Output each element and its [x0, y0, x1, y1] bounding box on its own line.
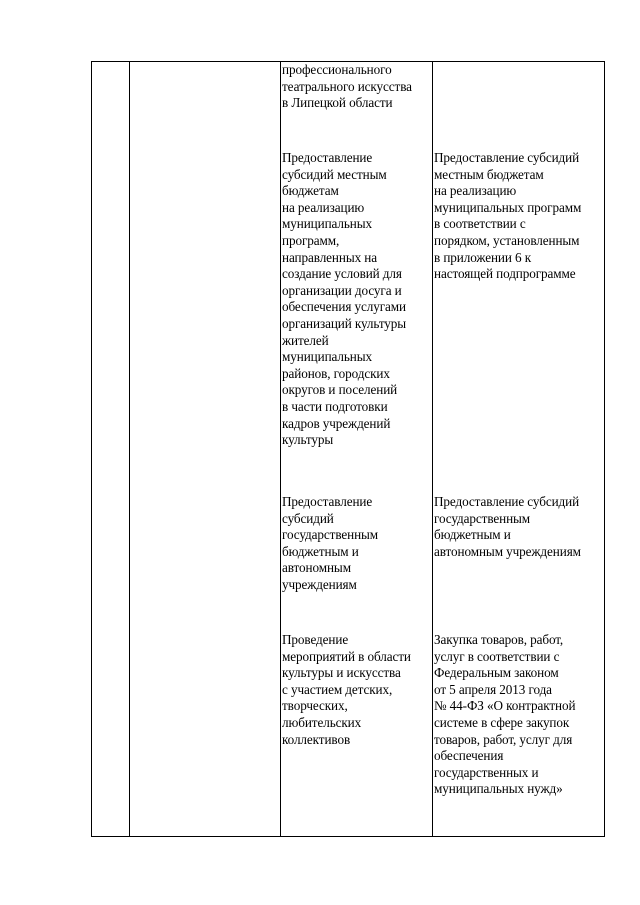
cell-line: культуры и искусства	[282, 665, 401, 681]
cell-line: районов, городских	[282, 365, 390, 381]
cell-line: обеспечения услугами	[282, 299, 406, 315]
cell-line: настоящей подпрограмме	[434, 266, 576, 282]
cell-line: в части подготовки	[282, 398, 388, 414]
cell-line: государственным	[434, 510, 531, 526]
cell-line: на реализацию	[282, 199, 365, 215]
cell-line: Предоставление	[282, 150, 373, 165]
cell-line: в соответствии с	[434, 216, 526, 232]
event-name-cell	[282, 494, 378, 594]
cell-line: культуры	[282, 432, 334, 448]
cell-line: организаций культуры	[282, 315, 407, 331]
cell-line: № 44-ФЗ «О контрактной	[434, 698, 576, 714]
cell-line: коллективов	[282, 731, 351, 747]
cell-line: Предоставление субсидий	[434, 494, 580, 509]
cell-line: Проведение	[282, 632, 349, 647]
cell-line: муниципальных нужд»	[434, 781, 563, 797]
cell-line: бюджетам	[282, 183, 339, 199]
cell-line: товаров, работ, услуг для	[434, 731, 573, 747]
cell-line: любительских	[282, 714, 362, 730]
cell-line: муниципальных	[282, 349, 373, 365]
cell-line: порядком, установленным	[434, 232, 580, 248]
cell-line: от 5 апреля 2013 года	[434, 681, 552, 697]
cell-line: местным бюджетам	[434, 166, 544, 182]
cell-line: организации досуга и	[282, 282, 402, 298]
cell-line: жителей	[282, 332, 329, 348]
cell-line: бюджетным и	[434, 527, 511, 543]
cell-line: Предоставление	[282, 494, 373, 509]
cell-line: обеспечения	[434, 748, 504, 764]
cell-line: в Липецкой области	[282, 95, 393, 111]
cell-line: системе в сфере закупок	[434, 714, 570, 730]
cell-line: государственным	[282, 527, 379, 543]
cell-line: Федеральным законом	[434, 665, 559, 681]
cell-line: театрального искусства	[282, 78, 412, 94]
cell-line: муниципальных	[282, 216, 373, 232]
column-divider-3	[432, 62, 433, 836]
cell-line: государственных и	[434, 764, 539, 780]
cell-line: округов и поселений	[282, 382, 398, 398]
cell-line: создание условий для	[282, 266, 402, 282]
cell-line: субсидий	[282, 510, 334, 526]
cell-line: в приложении 6 к	[434, 249, 532, 265]
cell-line: муниципальных программ	[434, 199, 582, 215]
cell-line: профессионального	[282, 62, 392, 77]
cell-line: кадров учреждений	[282, 415, 391, 431]
cell-line: мероприятий в области	[282, 648, 411, 664]
cell-line: автономным учреждениям	[434, 543, 581, 559]
cell-line: Предоставление субсидий	[434, 150, 580, 165]
event-name-cell	[282, 62, 412, 112]
cell-line: Закупка товаров, работ,	[434, 632, 564, 647]
cell-line: бюджетным и	[282, 543, 359, 559]
column-divider-2	[280, 62, 281, 836]
cell-line: субсидий местным	[282, 166, 387, 182]
event-name-cell	[282, 632, 411, 748]
document-table	[91, 61, 605, 837]
cell-line: творческих,	[282, 698, 348, 714]
cell-line: автономным	[282, 560, 351, 576]
implementation-method-cell	[434, 494, 581, 560]
cell-line: программ,	[282, 232, 340, 248]
implementation-method-cell	[434, 632, 575, 798]
cell-line: с участием детских,	[282, 681, 393, 697]
cell-line: на реализацию	[434, 183, 517, 199]
event-name-cell	[282, 150, 406, 449]
implementation-method-cell	[434, 150, 581, 283]
cell-line: направленных на	[282, 249, 378, 265]
column-divider-1	[129, 62, 130, 836]
cell-line: учреждениям	[282, 576, 357, 592]
cell-line: услуг в соответствии с	[434, 648, 560, 664]
